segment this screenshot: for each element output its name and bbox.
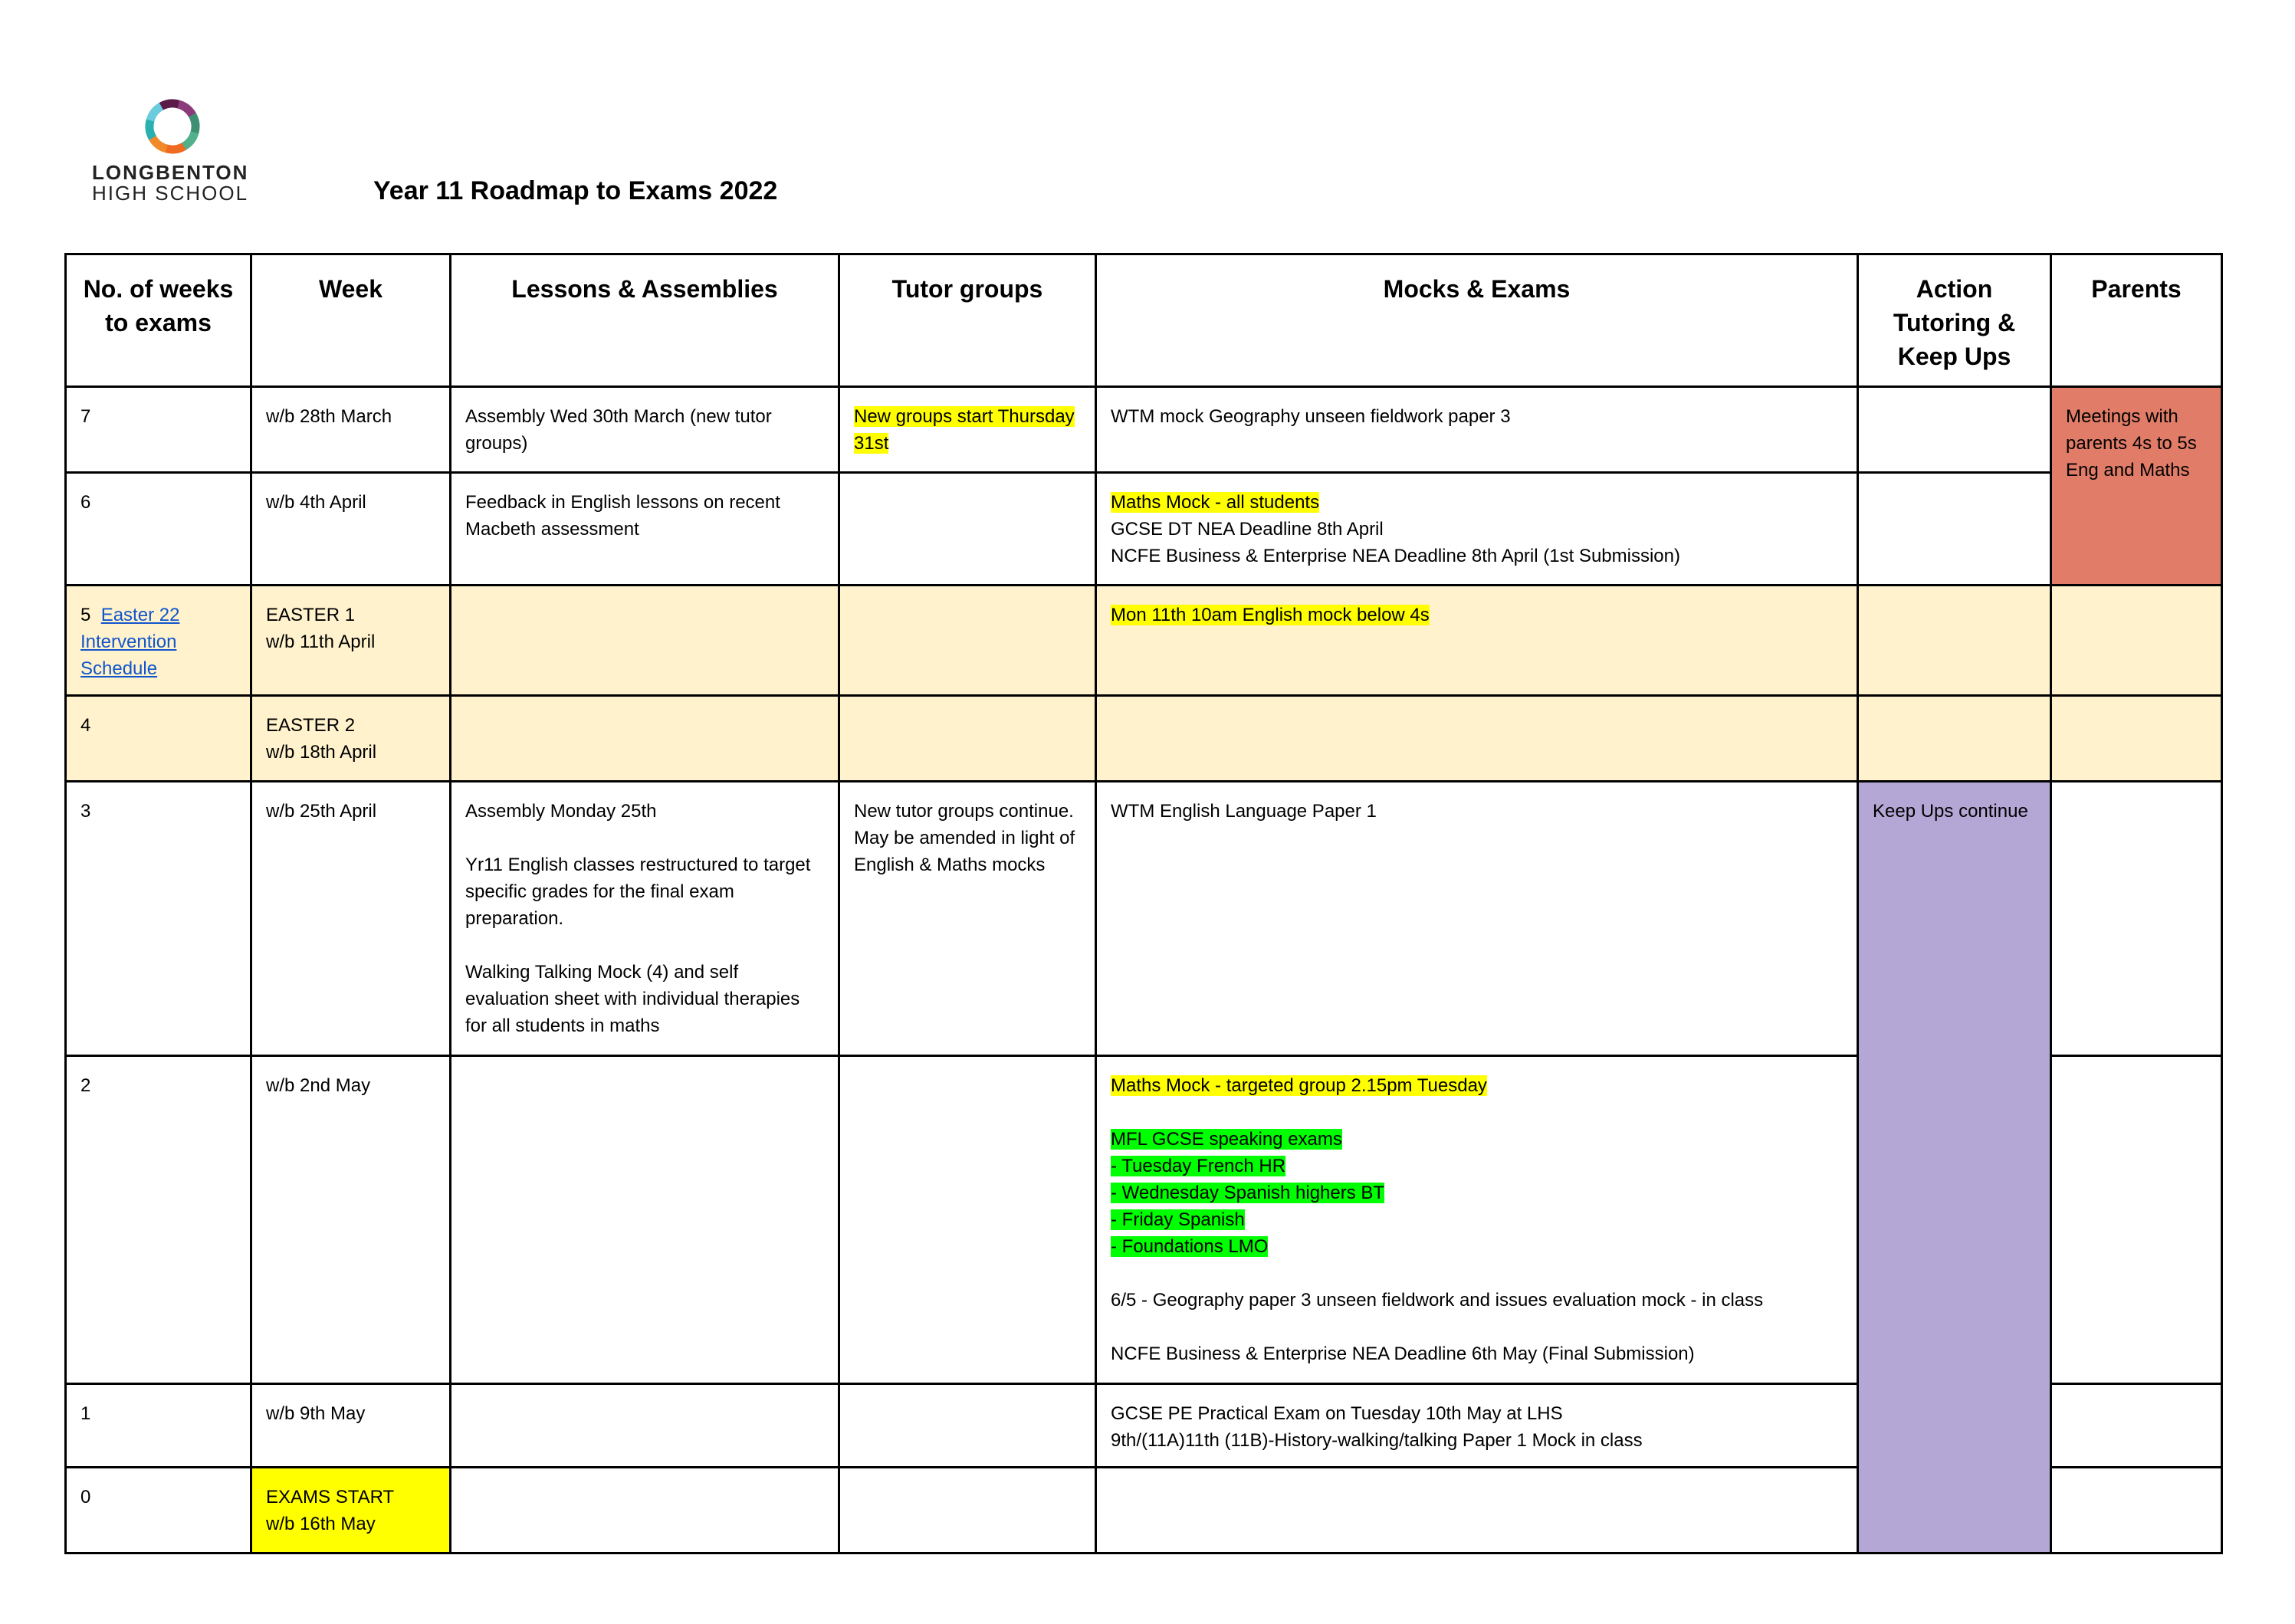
table-row <box>66 696 2222 782</box>
week-label: EXAMS START <box>266 1487 395 1508</box>
week-date: w/b 16th May <box>266 1514 376 1534</box>
page-title: Year 11 Roadmap to Exams 2022 <box>373 176 778 205</box>
lesson-item: Walking Talking Mock (4) and self evaluation sheet with individual therapies for all students in maths <box>465 962 800 1036</box>
parents-cell: Meetings with parents 4s to 5s Eng and Maths <box>2051 387 2222 586</box>
weeks-cell: 3 <box>66 782 251 1056</box>
mock-item: 6/5 - Geography paper 3 unseen fieldwork and issues evaluation mock - in class <box>1111 1290 1764 1311</box>
header-week: Week <box>251 254 451 387</box>
mock-item: - Wednesday Spanish highers BT <box>1111 1183 1385 1203</box>
tutor-cell <box>839 1056 1096 1384</box>
action-cell <box>1858 473 2051 586</box>
parents-cell <box>2051 782 2222 1056</box>
tutor-cell: New tutor groups continue. May be amended in light of English & Maths mocks <box>839 782 1096 1056</box>
header-parents: Parents <box>2051 254 2222 387</box>
week-cell: w/b 9th May <box>251 1384 451 1468</box>
weeks-cell: 1 <box>66 1384 251 1468</box>
header-weeks-to-exams: No. of weeks to exams <box>66 254 251 387</box>
week-cell: w/b 25th April <box>251 782 451 1056</box>
mock-item: - Tuesday French HR <box>1111 1156 1286 1176</box>
logo-text-line1: LONGBENTON <box>92 161 249 184</box>
mocks-cell <box>1096 1468 1858 1553</box>
parents-cell <box>2051 1056 2222 1384</box>
mocks-cell: WTM English Language Paper 1 <box>1096 782 1858 1056</box>
weeks-number: 5 <box>80 605 91 625</box>
header-tutor-groups: Tutor groups <box>839 254 1096 387</box>
mock-item: - Friday Spanish <box>1111 1209 1245 1230</box>
lessons-cell <box>451 586 839 696</box>
week-cell: w/b 2nd May <box>251 1056 451 1384</box>
week-cell <box>251 586 451 696</box>
week-cell <box>251 1468 451 1553</box>
weeks-cell <box>66 586 251 696</box>
header-lessons: Lessons & Assemblies <box>451 254 839 387</box>
table-row <box>66 387 2222 473</box>
parents-cell <box>2051 586 2222 696</box>
tutor-cell <box>839 1384 1096 1468</box>
header-action-tutoring: Action Tutoring & Keep Ups <box>1858 254 2051 387</box>
easter-intervention-link[interactable]: Easter 22 Intervention Schedule <box>80 605 180 679</box>
table-row <box>66 586 2222 696</box>
parents-cell <box>2051 1384 2222 1468</box>
weeks-cell: 7 <box>66 387 251 473</box>
mocks-cell <box>1096 1384 1858 1468</box>
lessons-cell <box>451 1384 839 1468</box>
lessons-cell <box>451 1056 839 1384</box>
mock-item: NCFE Business & Enterprise NEA Deadline 8th April (1st Submission) <box>1111 546 1680 566</box>
mocks-cell <box>1096 1056 1858 1384</box>
lessons-cell: Feedback in English lessons on recent Macbeth assessment <box>451 473 839 586</box>
week-cell: w/b 28th March <box>251 387 451 473</box>
roadmap-table <box>64 253 2223 1554</box>
mock-item: NCFE Business & Enterprise NEA Deadline 6th May (Final Submission) <box>1111 1343 1695 1364</box>
action-cell <box>1858 586 2051 696</box>
weeks-cell: 4 <box>66 696 251 782</box>
mocks-cell <box>1096 696 1858 782</box>
week-label: EASTER 1 <box>266 605 356 625</box>
logo-ring-icon <box>142 96 203 157</box>
tutor-text: New groups start Thursday 31st <box>854 406 1075 454</box>
action-cell <box>1858 696 2051 782</box>
mock-item: Maths Mock - all students <box>1111 492 1320 513</box>
week-cell <box>251 696 451 782</box>
mock-item: MFL GCSE speaking exams <box>1111 1129 1342 1150</box>
tutor-cell <box>839 387 1096 473</box>
week-label: EASTER 2 <box>266 715 356 736</box>
weeks-cell: 6 <box>66 473 251 586</box>
table-row <box>66 473 2222 586</box>
mock-item: - Foundations LMO <box>1111 1236 1269 1257</box>
tutor-cell <box>839 1468 1096 1553</box>
mock-item: Maths Mock - targeted group 2.15pm Tuesday <box>1111 1075 1487 1096</box>
keep-ups-cell: Keep Ups continue <box>1858 782 2051 1553</box>
mocks-cell: WTM mock Geography unseen fieldwork paper 3 <box>1096 387 1858 473</box>
mocks-cell <box>1096 586 1858 696</box>
week-cell: w/b 4th April <box>251 473 451 586</box>
parents-cell <box>2051 1468 2222 1553</box>
parents-cell <box>2051 696 2222 782</box>
tutor-cell <box>839 473 1096 586</box>
mock-item: GCSE DT NEA Deadline 8th April <box>1111 519 1384 540</box>
action-cell <box>1858 387 2051 473</box>
header-mocks-exams: Mocks & Exams <box>1096 254 1858 387</box>
mock-item: GCSE PE Practical Exam on Tuesday 10th May at LHS <box>1111 1403 1563 1424</box>
mock-item: 9th/(11A)11th (11B)-History-walking/talking Paper 1 Mock in class <box>1111 1430 1643 1451</box>
lessons-cell: Assembly Wed 30th March (new tutor groups) <box>451 387 839 473</box>
week-date: w/b 18th April <box>266 742 377 763</box>
mocks-cell <box>1096 473 1858 586</box>
tutor-cell <box>839 586 1096 696</box>
lesson-item: Yr11 English classes restructured to target specific grades for the final exam preparation. <box>465 855 811 929</box>
header-row <box>66 254 2222 387</box>
mock-item: Mon 11th 10am English mock below 4s <box>1111 605 1430 625</box>
lesson-item: Assembly Monday 25th <box>465 801 657 822</box>
logo-text-line2: HIGH SCHOOL <box>92 182 249 205</box>
weeks-cell: 2 <box>66 1056 251 1384</box>
table-row <box>66 782 2222 1056</box>
lessons-cell <box>451 782 839 1056</box>
tutor-cell <box>839 696 1096 782</box>
lessons-cell <box>451 1468 839 1553</box>
school-logo <box>88 96 257 211</box>
week-date: w/b 11th April <box>266 632 376 652</box>
lessons-cell <box>451 696 839 782</box>
weeks-cell: 0 <box>66 1468 251 1553</box>
